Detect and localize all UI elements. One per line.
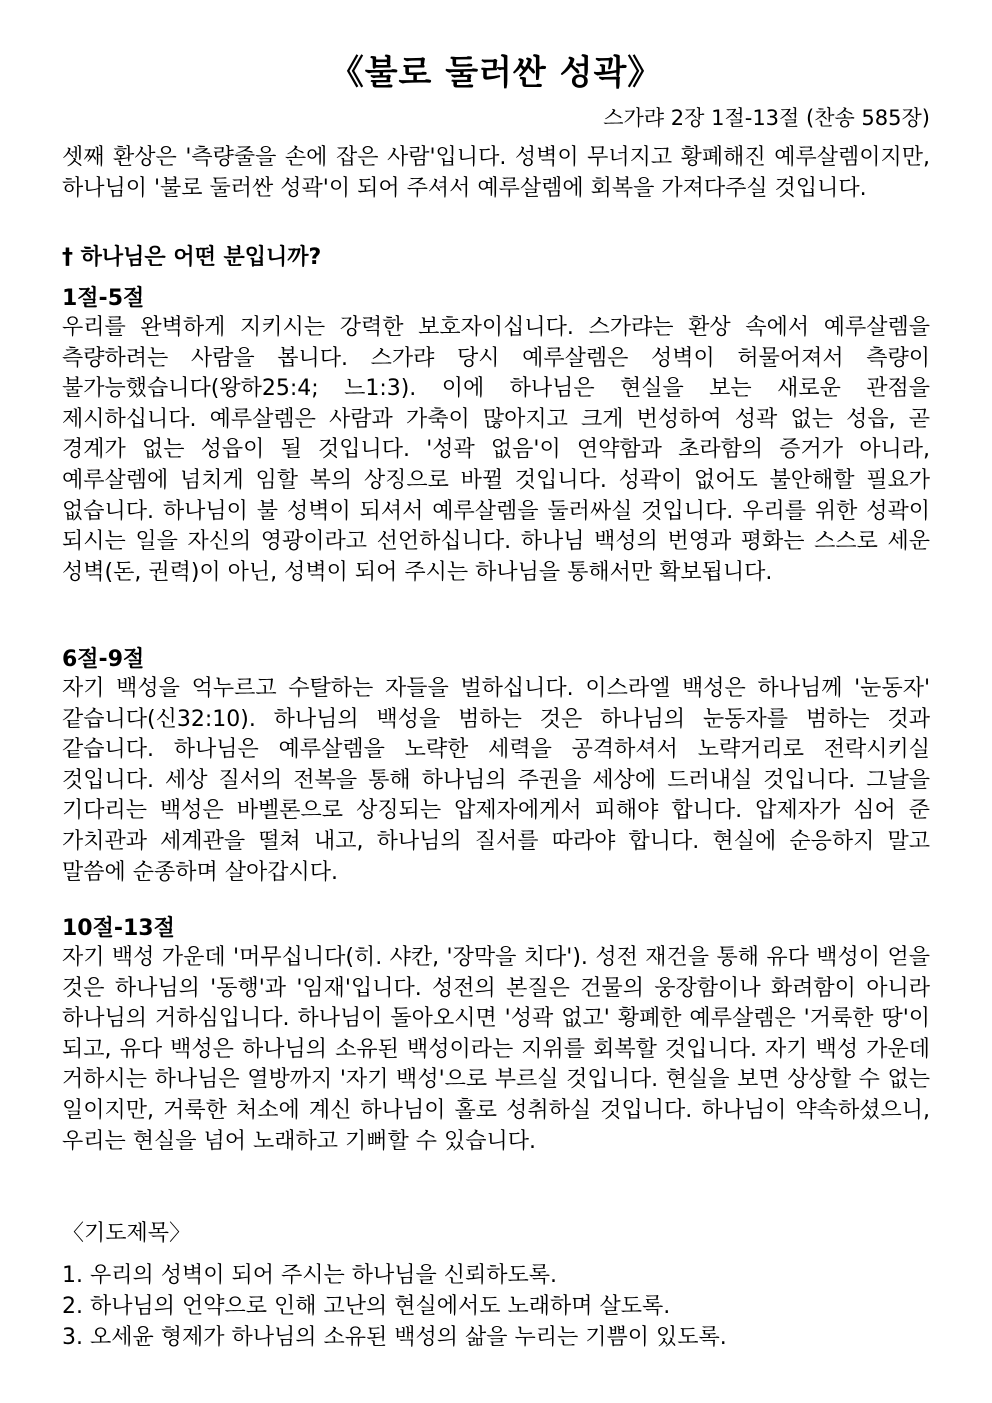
section-heading-1: 1절-5절 xyxy=(62,286,145,311)
prayer-item: 2. 하나님의 언약으로 인해 고난의 현실에서도 노래하며 살도록. xyxy=(62,1294,671,1319)
section-heading-3: 10절-13절 xyxy=(62,916,175,941)
prayer-heading: 〈기도제목〉 xyxy=(62,1221,192,1246)
prayer-list xyxy=(62,1260,727,1353)
prayer-item: 3. 오세윤 형제가 하나님의 소유된 백성의 삶을 누리는 기쁨이 있도록. xyxy=(62,1325,727,1350)
section-paragraph-1: 우리를 완벽하게 지키시는 강력한 보호자이십니다. 스가랴는 환상 속에서 예루살렘을 측량하려는 사람을 봅니다. 스가랴 당시 예루살렘은 성벽이 허물어져서 측량이 불가능했습니다(왕하25:4; 느1:3). 이에 하나님은 현실을 보는 새로운 관점을 제시하십니다. 예루살렘은 사람과 가축이 많아지고 크게 번성하여 성곽 없는 성읍, 곧 경계가 없는 성읍이 될 것입니다. '성곽 없음'이 연약함과 초라함의 증거가 아니라, 예루살렘에 넘치게 임할 복의 상징으로 바뀔 것입니다. 성곽이 없어도 불안해할 필요가 없습니다. 하나님이 불 성벽이 되셔서 예루살렘을 둘러싸실 것입니다. 우리를 위한 성곽이 되시는 일을 자신의 영광이라고 선언하십니다. 하나님 백성의 번영과 평화는 스스로 세운 성벽(돈, 권력)이 아닌, 성벽이 되어 주시는 하나님을 통해서만 확보됩니다. xyxy=(62,315,930,585)
scripture-reference: 스가랴 2장 1절-13절 (찬송 585장) xyxy=(603,106,930,130)
section-heading-2: 6절-9절 xyxy=(62,647,145,672)
intro-paragraph: 셋째 환상은 '측량줄을 손에 잡은 사람'입니다. 성벽이 무너지고 황폐해진 예루살렘이지만, 하나님이 '불로 둘러싼 성곽'이 되어 주셔서 예루살렘에 회복을 가져다주실 것입니다. xyxy=(62,145,930,201)
section-paragraph-3: 자기 백성 가운데 '머무십니다(히. 샤칸, '장막을 치다'). 성전 재건을 통해 유다 백성이 얻을 것은 하나님의 '동행'과 '임재'입니다. 성전의 본질은 건물의 웅장함이나 화려함이 아니라 하나님의 거하심입니다. 하나님이 돌아오시면 '성곽 없고' 황폐한 예루살렘은 '거룩한 땅'이 되고, 유다 백성은 하나님의 소유된 백성이라는 지위를 회복할 것입니다. 자기 백성 가운데 거하시는 하나님은 열방까지 '자기 백성'으로 부르실 것입니다. 현실을 보면 상상할 수 없는 일이지만, 거룩한 처소에 계신 하나님이 홀로 성취하실 것입니다. 하나님이 약속하셨으니, 우리는 현실을 넘어 노래하고 기뻐할 수 있습니다. xyxy=(62,945,930,1154)
prayer-item: 1. 우리의 성벽이 되어 주시는 하나님을 신뢰하도록. xyxy=(62,1263,557,1288)
page-title: 《불로 둘러싼 성곽》 xyxy=(329,53,663,93)
section-paragraph-2: 자기 백성을 억누르고 수탈하는 자들을 벌하십니다. 이스라엘 백성은 하나님께 '눈동자' 같습니다(신32:10). 하나님의 백성을 범하는 것은 하나님의 눈동자를 범하는 것과 같습니다. 하나님은 예루살렘을 노략한 세력을 공격하셔서 노략거리로 전락시키실 것입니다. 세상 질서의 전복을 통해 하나님의 주권을 세상에 드러내실 것입니다. 그날을 기다리는 백성은 바벨론으로 상징되는 압제자에게서 피해야 합니다. 압제자가 심어 준 가치관과 세계관을 떨쳐 내고, 하나님의 질서를 따라야 합니다. 현실에 순응하지 말고 말씀에 순종하며 살아갑시다. xyxy=(62,676,930,885)
section-question: † 하나님은 어떤 분입니까? xyxy=(62,245,322,270)
